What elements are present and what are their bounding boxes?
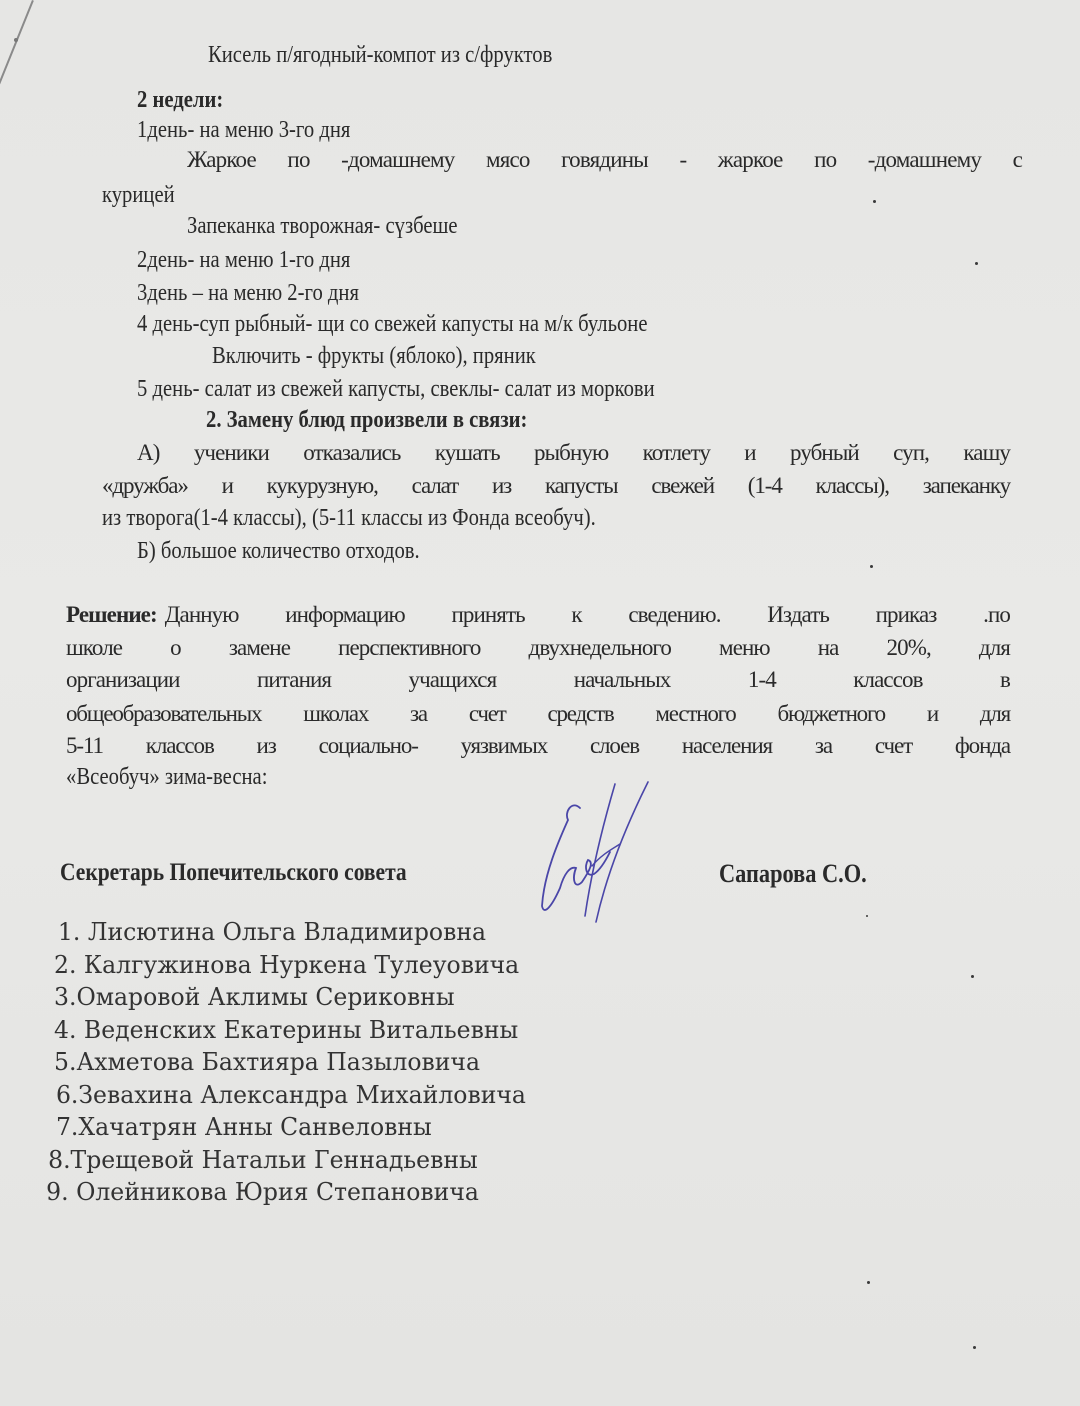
decision-text-3: организации питания учащихся начальных 1-4 классов в xyxy=(66,667,1010,692)
text-line-day5: 5 день- салат из свежей капусты, свеклы- салат из моркови xyxy=(137,376,655,402)
paper-speck xyxy=(867,1281,870,1284)
text-line-kissel: Кисель п/ягодный-компот из с/фруктов xyxy=(208,42,553,68)
signature-stroke-long xyxy=(596,782,648,922)
decision-text-6: «Всеобуч» зима-весна: xyxy=(66,764,268,790)
paper-speck xyxy=(870,565,873,568)
text-line-day2: 2день- на меню 1-го дня xyxy=(137,247,351,273)
secretary-name: Сапарова С.О. xyxy=(719,859,867,888)
decision-text-2: школе о замене перспективного двухнедельного меню на 20%, для xyxy=(66,635,1010,660)
text-line-day1: 1день- на меню 3-го дня xyxy=(137,117,351,143)
handwritten-signature xyxy=(530,778,655,928)
text-line-reason-a2-wrap xyxy=(102,471,1010,501)
member-item: 6.Зевахина Александра Михайловича xyxy=(55,1080,526,1109)
member-item: 7.Хачатрян Анны Санвеловны xyxy=(55,1113,432,1141)
text-line-reason-a2: «дружба» и кукурузную, салат из капусты свежей (1-4 классы), запеканку xyxy=(102,473,1010,498)
members-list xyxy=(46,916,526,1209)
text-line-casserole: Запеканка творожная- сүзбеше xyxy=(187,213,458,239)
text-line-roast-a: Жаркое по -домашнему мясо говядины - жаркое по -домашнему с xyxy=(187,147,1022,172)
member-item: 8.Трещевой Натальи Геннадьевны xyxy=(48,1145,478,1174)
text-line-include: Включить - фрукты (яблоко), пряник xyxy=(212,343,536,369)
text-line-day3: 3день – на меню 2-го дня xyxy=(137,280,359,306)
text-line-reason-a1: А) ученики отказались кушать рыбную котлету и рубный суп, кашу xyxy=(137,440,1010,465)
secretary-role: Секретарь Попечительского совета xyxy=(60,859,407,886)
paper-speck xyxy=(973,1346,976,1349)
decision-text-4: общеобразовательных школах за счет средств местного бюджетного и для xyxy=(66,701,1010,726)
member-item: 4. Веденских Екатерины Витальевны xyxy=(54,1015,519,1044)
member-item: 1. Лисютина Ольга Владимировна xyxy=(57,918,487,946)
decision-line-1 xyxy=(66,600,1010,630)
member-item: 3.Омаровой Аклимы Сериковны xyxy=(54,983,455,1011)
heading-section-2: 2. Замену блюд произвели в связи: xyxy=(206,407,528,433)
decision-text-1: Данную информацию принять к сведению. Издать приказ .по xyxy=(164,602,1010,627)
paper-crease xyxy=(0,0,34,84)
text-line-reason-b: Б) большое количество отходов. xyxy=(137,538,420,564)
paper-speck xyxy=(14,38,18,42)
decision-line-4-wrap xyxy=(66,699,1010,729)
text-line-reason-a3: из творога(1-4 классы), (5-11 классы из Фонда всеобуч). xyxy=(102,505,596,531)
decision-line-2-wrap xyxy=(66,633,1010,663)
decision-label: Решение: xyxy=(66,602,157,627)
paper-speck xyxy=(873,200,876,203)
text-line-roast xyxy=(187,145,1022,175)
decision-line-1-inner xyxy=(66,600,1010,630)
decision-line-5-wrap xyxy=(66,731,1010,761)
decision-line-3-wrap xyxy=(66,665,1010,695)
paper-speck xyxy=(975,262,978,265)
member-item: 2. Калгужинова Нуркена Тулеуовича xyxy=(54,950,520,979)
member-item: 9. Олейникова Юрия Степановича xyxy=(46,1178,479,1206)
member-item: 5.Ахметова Бахтияра Пазыловича xyxy=(54,1048,480,1076)
paper-speck xyxy=(866,915,868,917)
text-line-day4: 4 день-суп рыбный- щи со свежей капусты на м/к бульоне xyxy=(137,311,648,337)
text-line-roast-b: курицей xyxy=(102,182,175,208)
paper-speck xyxy=(971,975,974,978)
text-line-reason-a1-wrap xyxy=(137,438,1010,468)
decision-text-5: 5-11 классов из социально- уязвимых слоев населения за счет фонда xyxy=(66,733,1010,758)
heading-two-weeks: 2 недели: xyxy=(137,87,224,113)
